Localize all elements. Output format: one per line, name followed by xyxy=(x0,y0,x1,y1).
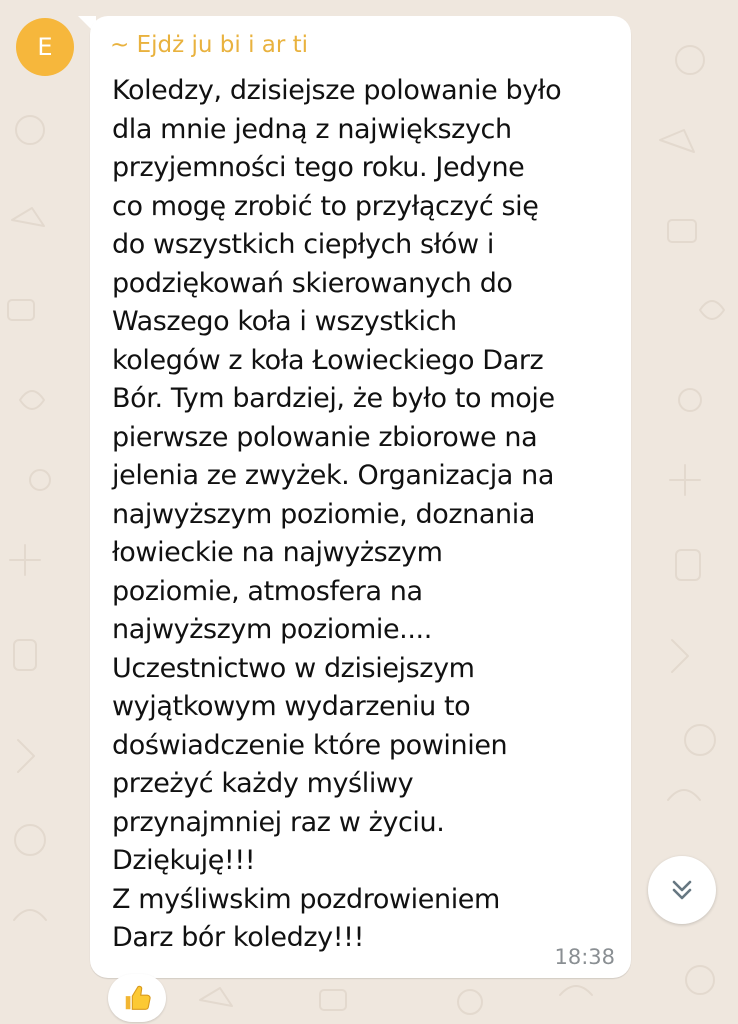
double-chevron-down-icon xyxy=(667,875,697,905)
sender-name[interactable]: ~ Ejdż ju bi i ar ti xyxy=(110,32,309,58)
thumbs-up-icon xyxy=(122,983,152,1013)
avatar-letter: E xyxy=(37,33,53,61)
scroll-to-bottom-button[interactable] xyxy=(648,856,716,924)
message-timestamp: 18:38 xyxy=(554,945,615,969)
message-bubble[interactable] xyxy=(90,16,631,978)
reaction-badge[interactable] xyxy=(108,974,166,1022)
sender-avatar[interactable] xyxy=(16,18,74,76)
message-text: Koledzy, dzisiejsze polowanie było dla mnie jedną z największych przyjemności tego roku. Jedyne co mogę zrobić to przyłączyć się do wszystkich ciepłych słów i podziękowań skierowanych do Waszego koła i wszystkich kolegów z koła Łowieckiego Darz Bór. Tym bardziej, że było to moje pierwsze polowanie zbiorowe na jelenia ze zwyżek. Organizacja na najwyższym poziomie, doznania łowieckie na najwyższym poziomie, atmosfera na najwyższym poziomie.... Uczestnictwo w dzisiejszym wyjątkowym wydarzeniu to doświadczenie które powinien przeżyć każdy myśliwy przynajmniej raz w życiu. Dziękuję!!! Z myśliwskim pozdrowieniem Darz bór koledzy!!! xyxy=(112,75,562,953)
